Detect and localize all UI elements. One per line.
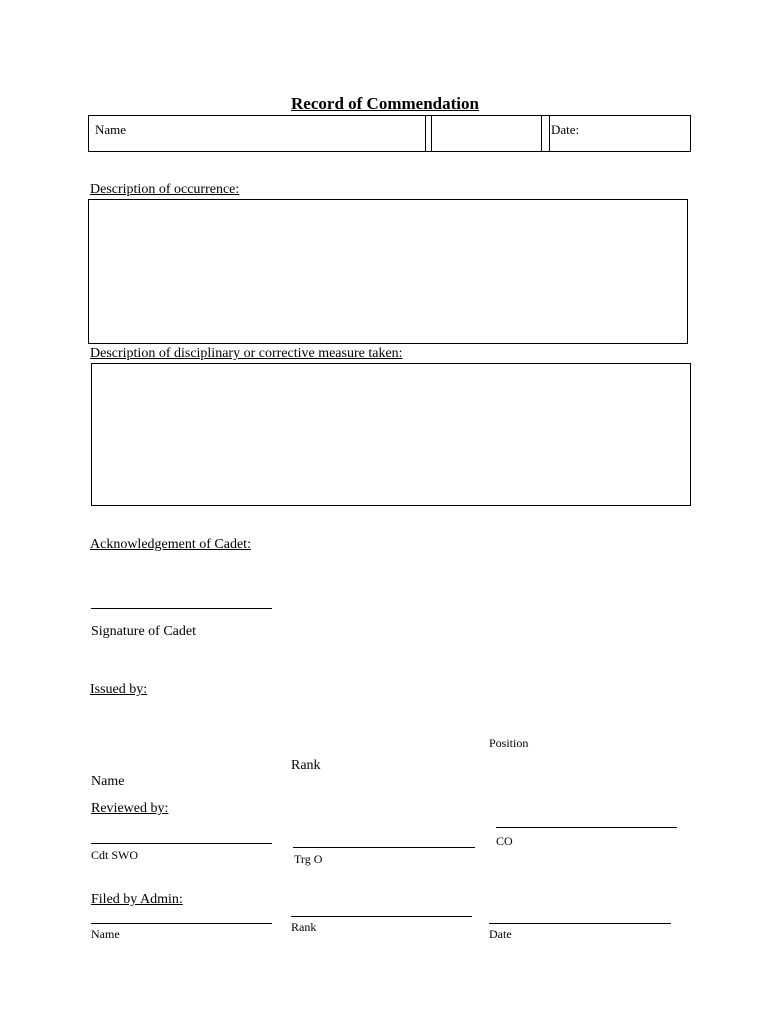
reviewed-by-label: Reviewed by:	[91, 801, 169, 816]
filed-rank-line[interactable]	[291, 916, 472, 917]
signature-line[interactable]	[91, 608, 272, 609]
title-text: Record of Commendation	[291, 94, 479, 113]
date-label: Date:	[551, 122, 580, 137]
filed-name-line[interactable]	[91, 923, 272, 924]
filed-name-label: Name	[91, 927, 120, 941]
filed-date-line[interactable]	[489, 923, 671, 924]
cdt-swo-label: Cdt SWO	[91, 848, 139, 862]
filed-rank-label: Rank	[291, 920, 317, 934]
filed-by-label: Filed by Admin:	[91, 892, 183, 907]
acknowledgement-label: Acknowledgement of Cadet:	[90, 537, 251, 552]
trg-o-label: Trg O	[294, 852, 323, 866]
name-label: Name	[95, 122, 127, 137]
date-input[interactable]	[553, 140, 687, 150]
occurrence-label: Description of occurrence:	[90, 182, 240, 197]
divider	[431, 116, 432, 151]
co-label: CO	[496, 834, 513, 848]
filed-date-label: Date	[489, 927, 512, 941]
issued-by-label: Issued by:	[90, 682, 148, 697]
name-input[interactable]	[96, 140, 422, 150]
signature-label: Signature of Cadet	[91, 624, 196, 639]
occurrence-textarea[interactable]	[88, 199, 688, 344]
measure-label: Description of disciplinary or corrective measure taken:	[90, 346, 403, 361]
divider	[549, 116, 550, 151]
position-label: Position	[489, 736, 529, 750]
divider	[541, 116, 542, 151]
measure-textarea[interactable]	[91, 363, 691, 506]
divider	[425, 116, 426, 151]
rank-label: Rank	[291, 758, 321, 773]
issued-name-label: Name	[91, 774, 125, 789]
trg-o-signature-line[interactable]	[293, 847, 475, 848]
co-signature-line[interactable]	[496, 827, 677, 828]
page-title	[0, 94, 770, 114]
cdt-swo-signature-line[interactable]	[91, 843, 272, 844]
